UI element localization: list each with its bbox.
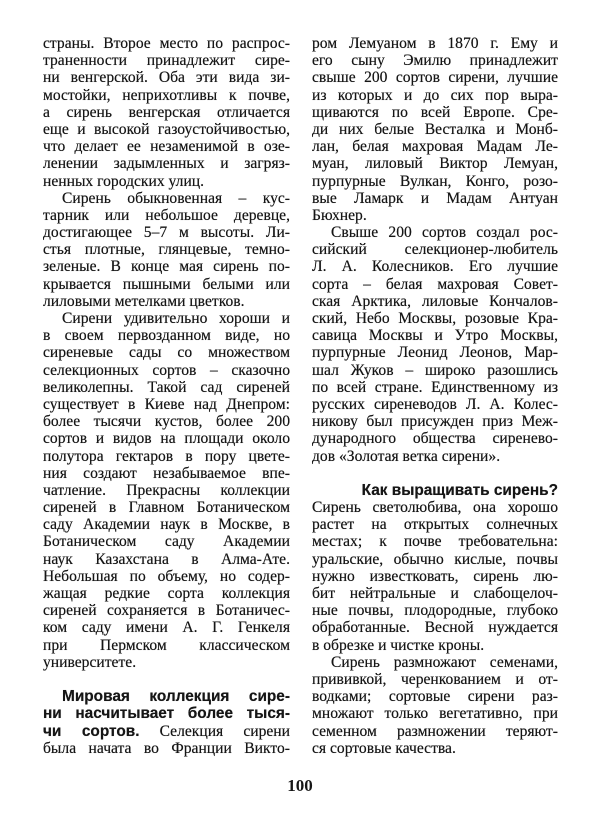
text-line: наук Казахстана в Алма-Ате. [43,550,290,568]
text-line: университете. [43,653,137,671]
text-line: Сирени удивительно хороши и [62,310,290,327]
text-line: Свыше 200 сортов создал рос- [331,224,558,242]
section-heading-growing: Как выращивать сирень? [361,481,558,499]
text-line: пурпурные Леонид Леонов, Мар- [312,344,558,362]
text-line: великолепны. Такой сад сиреней [43,378,290,396]
text-line: сорта – белая махровая Совет- [312,275,558,293]
text-line: ные почвы, плодородные, глубоко [312,602,558,620]
text-line: в обрезке и чистке кроны. [312,636,485,654]
text-line: ком саду имени А. Г. Генкеля [43,619,290,637]
text-line: саду Академии наук в Москве, в [43,516,290,534]
text-line: муан, лиловый Виктор Лемуан, [312,155,558,173]
paragraph-2 [43,190,290,310]
text-line: сиреневые сады со множеством [43,344,290,362]
paragraph-7 [312,654,558,757]
text-line: нужно известковать, сирень лю- [312,567,558,585]
text-line: местах; к почве требовательна: [312,533,558,551]
text-line: достигающее 5–7 м высоты. Ли- [43,224,290,242]
text-line: ненных городских улиц. [43,172,205,190]
text-line: Сирень размножают семенами, [331,653,558,671]
text-line: дов «Золотая ветка сирени». [312,447,501,465]
text-line: семенном размножении теряют- [312,722,558,740]
text-line: тарник или небольшое деревце, [43,206,290,224]
spacer [43,671,290,688]
text-line: Л. А. Колесников. Его лучшие [312,258,558,276]
text-line: зеленые. В конце мая сирень по- [43,258,290,276]
text-line: селекционных сортов – сказочно [43,361,290,379]
text-line: Бюхнер. [312,206,367,224]
text-line: была начата во Франции Викто- [43,739,290,757]
text-line: Селекция сирени [139,722,290,740]
section-mixed-line [43,723,290,740]
text-line: ся сортовые качества. [312,739,456,757]
text-line: что делает ее незаменимой в озе- [43,138,290,156]
text-line: страны. Второе место по распрос- [43,35,290,52]
text-line: уральские, обычно кислые, почвы [312,550,558,568]
text-line: вые Ламарк и Мадам Антуан [312,189,558,207]
text-line: лан, белая махровая Мадам Ле- [312,138,558,156]
text-line: из которых и до сих пор выра- [312,86,558,104]
text-line: Сирень светолюбива, она хорошо [312,499,558,517]
text-line: Ботаническом саду Академии [43,533,290,551]
text-line: траненности принадлежит сире- [43,52,290,70]
text-line: ром Лемуаном в 1870 г. Ему и [312,35,558,52]
text-line: савица Москвы и Утро Москвы, [312,327,558,345]
text-line: более тысячи кустов, более 200 [43,413,290,431]
text-line: пурпурные Вулкан, Конго, розо- [312,172,558,190]
text-line: ленении задымленных и загряз- [43,155,290,173]
text-line: крывается пышными белыми или [43,275,290,293]
spacer [312,465,558,482]
left-column [43,35,290,757]
text-line: дународного общества сиренево- [312,430,558,448]
text-line: множают только вегетативно, при [312,705,558,723]
text-line: Небольшая по объему, но содер- [43,567,290,585]
text-line: чатление. Прекрасны коллекции [43,481,290,499]
text-line: водками; сортовые сирени раз- [312,688,558,706]
text-line: ди них белые Весталка и Монб- [312,120,558,138]
text-line: ская Арктика, лиловые Кончалов- [312,292,558,310]
paragraph-4 [312,35,558,224]
text-line: свыше 200 сортов сирени, лучшие [312,69,558,87]
section-heading-line: Мировая коллекция сире- [62,688,290,706]
paragraph-5 [312,224,558,465]
paragraph-3 [43,310,290,671]
text-line: никову был присужден приз Меж- [312,413,558,431]
text-line: сийский селекционер-любитель [312,241,558,259]
text-line: шал Жуков – широко разошлись [312,361,558,379]
section-heading-line: чи сортов. [43,722,140,740]
paragraph-1 [43,35,290,190]
text-line: ский, Небо Москвы, розовые Кра- [312,310,558,327]
text-line: существует в Киеве над Днепром: [43,395,290,413]
section-heading-line: ни насчитывает более тыся- [43,705,290,723]
text-line: еще и высокой газоустойчивостью, [43,120,290,138]
right-column [312,35,558,757]
text-line: его сыну Эмилю принадлежит [312,52,558,70]
text-line: ния создают незабываемое впе- [43,464,290,482]
text-line: стья плотные, глянцевые, темно- [43,241,290,259]
text-line: сиреней сохраняется в Ботаничес- [43,602,290,620]
text-line: сортов и видов на площади около [43,430,290,448]
text-line: сиреней в Главном Ботаническом [43,499,290,517]
text-line: мостойки, неприхотливы к почве, [43,86,290,104]
text-line: при Пермском классическом [43,636,290,654]
text-line: растет на открытых солнечных [312,516,558,534]
text-line: русских сиреневодов Л. А. Колес- [312,395,558,413]
section-world-collection [43,688,290,757]
text-line: щиваются по всей Европе. Сре- [312,103,558,121]
text-line: полутора гектаров в пору цвете- [43,447,290,465]
text-line: обработанные. Весной нуждается [312,619,558,637]
text-line: Сирень обыкновенная – кус- [62,189,290,207]
page-number: 100 [287,776,313,795]
text-line: по всей стране. Единственному из [312,378,558,396]
text-line: прививкой, черенкованием и от- [312,670,558,688]
text-line: бит нейтральные и слабощелоч- [312,585,558,602]
text-line: жащая редкие сорта коллекция [43,585,290,602]
text-line: лиловыми метелками цветков. [43,292,245,310]
text-line: ни венгерской. Оба эти вида зи- [43,69,290,87]
text-line: а сирень венгерская отличается [43,103,290,121]
text-line: в своем первозданном виде, но [43,327,290,345]
paragraph-6 [312,499,558,654]
